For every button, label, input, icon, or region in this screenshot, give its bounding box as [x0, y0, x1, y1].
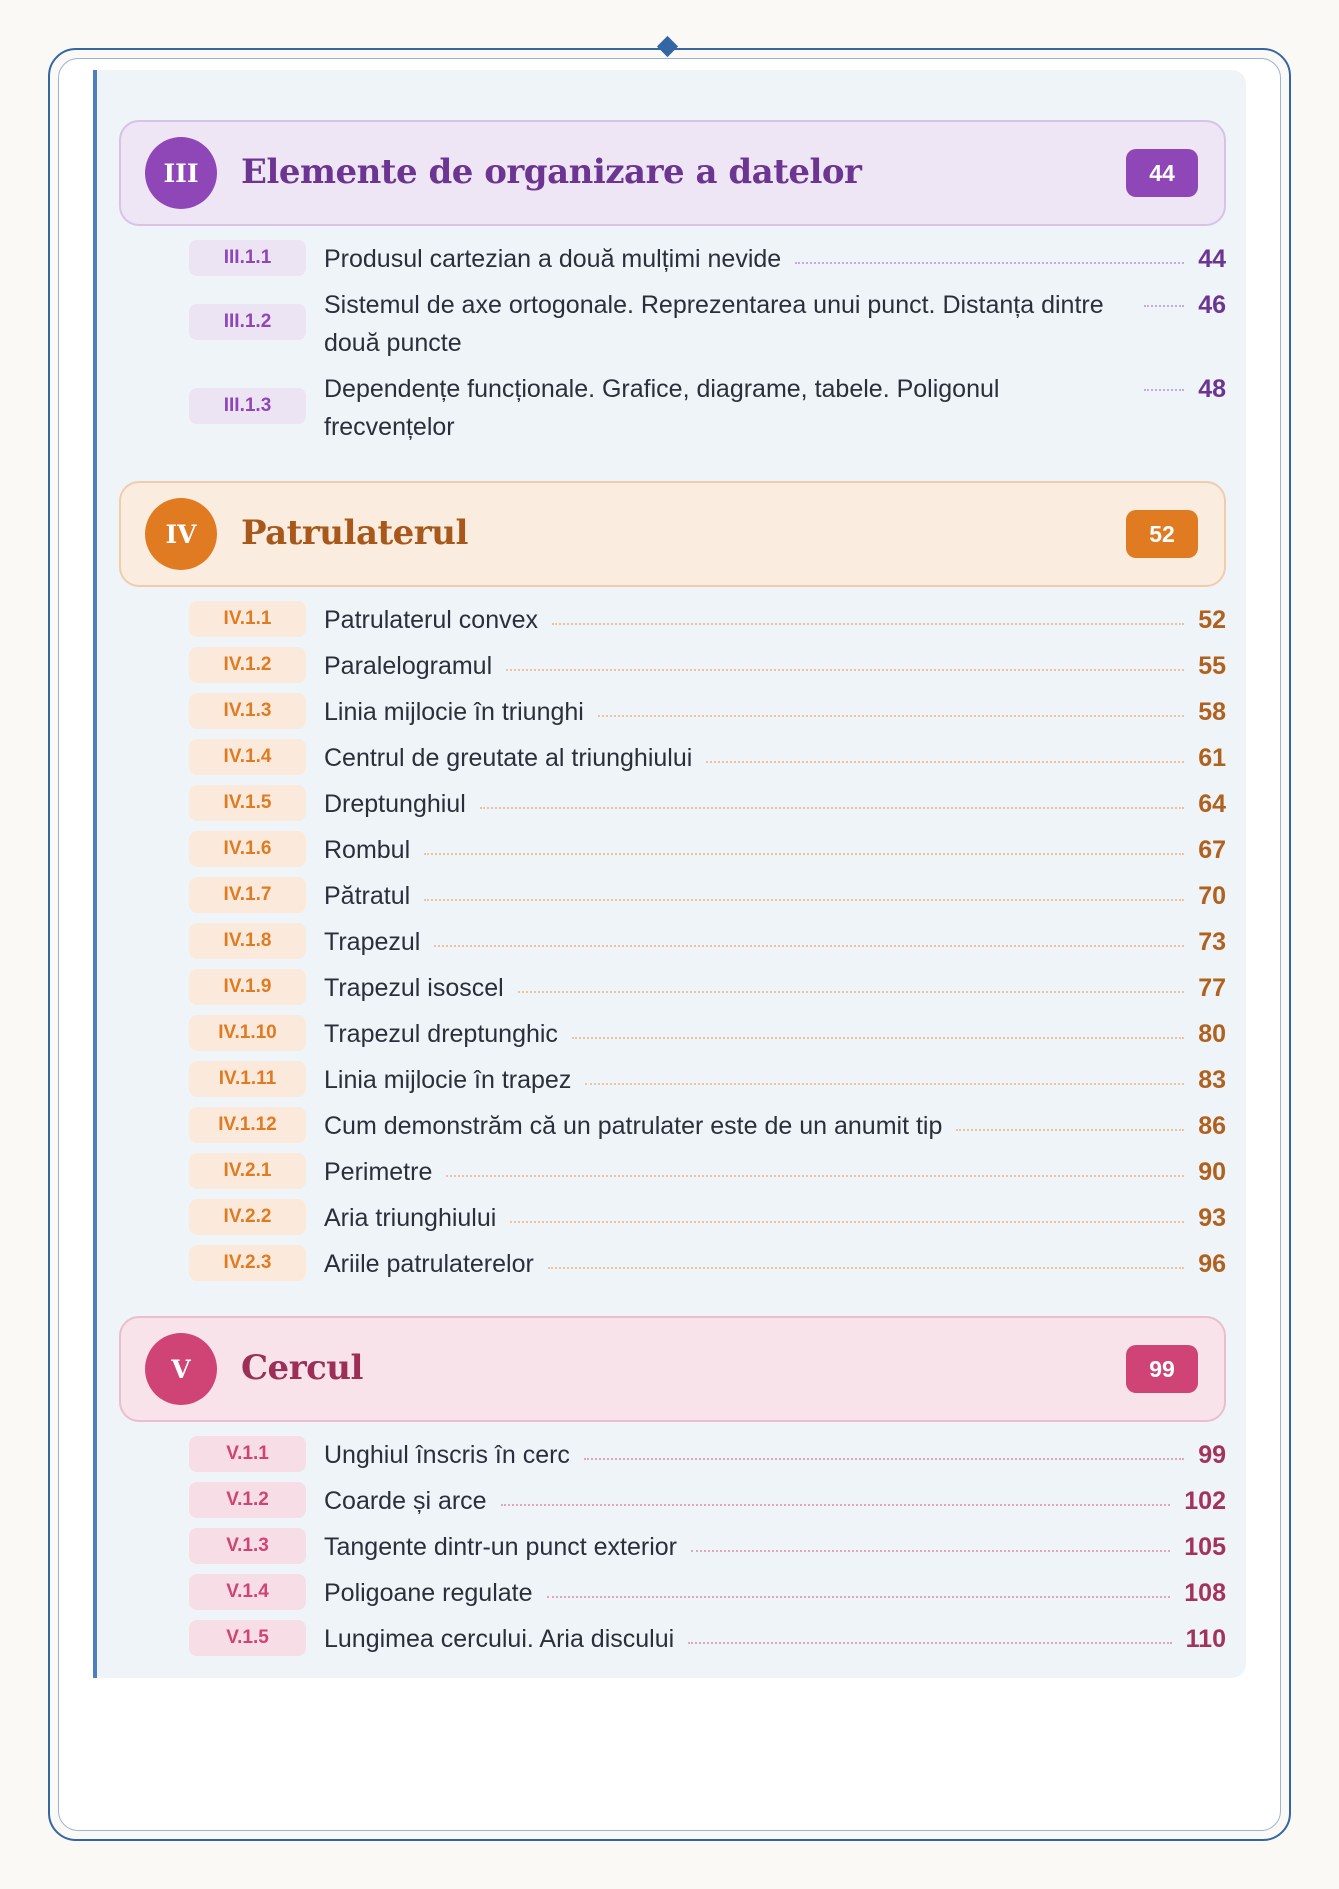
- entry-page: 46: [1198, 291, 1226, 319]
- section-title: Elemente de organizare a datelor: [241, 152, 862, 193]
- entry-page: 93: [1198, 1204, 1226, 1232]
- toc-entry[interactable]: [119, 739, 1226, 777]
- entry-page: 67: [1198, 836, 1226, 864]
- entry-title: Dependențe funcționale. Grafice, diagrame, tabele. Poligonul frecvențelor: [324, 375, 1000, 441]
- section-header[interactable]: [119, 120, 1226, 226]
- entry-code: IV.2.2: [189, 1199, 306, 1235]
- section-numeral-badge: IV: [145, 498, 217, 570]
- entry-title: Sistemul de axe ortogonale. Reprezentarea unui punct. Distanța dintre două puncte: [324, 291, 1104, 357]
- toc-entry[interactable]: [119, 1574, 1226, 1612]
- entry-page: 70: [1198, 882, 1226, 910]
- section-iv: [119, 481, 1226, 1291]
- toc-entry[interactable]: [119, 969, 1226, 1007]
- entry-code: IV.1.6: [189, 831, 306, 867]
- dot-leader: [691, 1550, 1170, 1552]
- dot-leader: [501, 1504, 1171, 1506]
- entry-title: Cum demonstrăm că un patrulater este de un anumit tip: [324, 1112, 943, 1140]
- entry-title: Coarde și arce: [324, 1487, 487, 1515]
- entry-code: V.1.2: [189, 1482, 306, 1518]
- entry-title: Dreptunghiul: [324, 790, 466, 818]
- entry-title: Linia mijlocie în triunghi: [324, 698, 584, 726]
- entry-title: Trapezul: [324, 928, 421, 956]
- entry-code: IV.1.5: [189, 785, 306, 821]
- entry-code: III.1.1: [189, 240, 306, 276]
- toc-entry[interactable]: [119, 1620, 1226, 1658]
- dot-leader: [446, 1175, 1184, 1177]
- entry-code: IV.1.11: [189, 1061, 306, 1097]
- entry-code: IV.1.9: [189, 969, 306, 1005]
- entry-page: 73: [1198, 928, 1226, 956]
- toc-entry[interactable]: [119, 647, 1226, 685]
- entry-title: Lungimea cercului. Aria discului: [324, 1625, 675, 1653]
- dot-leader: [795, 262, 1184, 264]
- dot-leader: [598, 715, 1184, 717]
- dot-leader: [424, 899, 1184, 901]
- entry-title: Centrul de greutate al triunghiului: [324, 744, 693, 772]
- dot-leader: [506, 669, 1184, 671]
- entry-page: 102: [1184, 1487, 1226, 1515]
- entry-title: Trapezul dreptunghic: [324, 1020, 558, 1048]
- entry-page: 55: [1198, 652, 1226, 680]
- entry-page: 83: [1198, 1066, 1226, 1094]
- entry-code: IV.1.12: [189, 1107, 306, 1143]
- section-numeral-badge: III: [145, 137, 217, 209]
- entry-page: 52: [1198, 606, 1226, 634]
- toc-entry[interactable]: [119, 370, 1226, 446]
- section-iii: [119, 120, 1226, 454]
- entry-title: Tangente dintr-un punct exterior: [324, 1533, 677, 1561]
- section-page-badge: 44: [1126, 149, 1198, 197]
- entry-title: Pătratul: [324, 882, 411, 910]
- dot-leader: [518, 991, 1184, 993]
- entry-code: IV.1.7: [189, 877, 306, 913]
- entry-code: IV.1.3: [189, 693, 306, 729]
- dot-leader: [1144, 389, 1184, 391]
- entry-code: IV.2.1: [189, 1153, 306, 1189]
- entry-title: Poligoane regulate: [324, 1579, 533, 1607]
- section-header[interactable]: [119, 481, 1226, 587]
- toc-entry[interactable]: [119, 1482, 1226, 1520]
- dot-leader: [547, 1596, 1171, 1598]
- entry-page: 61: [1198, 744, 1226, 772]
- entry-code: V.1.4: [189, 1574, 306, 1610]
- toc-entry[interactable]: [119, 1061, 1226, 1099]
- entry-page: 86: [1198, 1112, 1226, 1140]
- dot-leader: [956, 1129, 1184, 1131]
- entry-code: V.1.3: [189, 1528, 306, 1564]
- toc-entry[interactable]: [119, 240, 1226, 278]
- section-items: [119, 1436, 1226, 1658]
- entry-page: 48: [1198, 375, 1226, 403]
- entry-title: Perimetre: [324, 1158, 433, 1186]
- entry-title: Aria triunghiului: [324, 1204, 497, 1232]
- entry-title: Paralelogramul: [324, 652, 493, 680]
- section-v: [119, 1316, 1226, 1666]
- dot-leader: [585, 1083, 1184, 1085]
- entry-page: 64: [1198, 790, 1226, 818]
- dot-leader: [572, 1037, 1184, 1039]
- toc-entry[interactable]: [119, 1245, 1226, 1283]
- section-title: Cercul: [241, 1348, 363, 1389]
- entry-title: Trapezul isoscel: [324, 974, 504, 1002]
- entry-page: 108: [1184, 1579, 1226, 1607]
- entry-code: IV.1.2: [189, 647, 306, 683]
- entry-title: Rombul: [324, 836, 411, 864]
- toc-entry[interactable]: [119, 1528, 1226, 1566]
- entry-code: IV.2.3: [189, 1245, 306, 1281]
- section-numeral-badge: V: [145, 1333, 217, 1405]
- entry-page: 58: [1198, 698, 1226, 726]
- entry-title: Produsul cartezian a două mulțimi nevide: [324, 245, 782, 273]
- section-items: [119, 601, 1226, 1283]
- entry-title: Unghiul înscris în cerc: [324, 1441, 570, 1469]
- entry-page: 90: [1198, 1158, 1226, 1186]
- entry-code: III.1.3: [189, 388, 306, 424]
- toc-entry[interactable]: [119, 1436, 1226, 1474]
- entry-page: 96: [1198, 1250, 1226, 1278]
- entry-code: IV.1.10: [189, 1015, 306, 1051]
- entry-page: 44: [1198, 245, 1226, 273]
- entry-title: Patrulaterul convex: [324, 606, 539, 634]
- entry-page: 80: [1198, 1020, 1226, 1048]
- toc-entry[interactable]: [119, 785, 1226, 823]
- dot-leader: [480, 807, 1184, 809]
- toc-entry[interactable]: [119, 923, 1226, 961]
- toc-entry[interactable]: [119, 1153, 1226, 1191]
- dot-leader: [584, 1458, 1184, 1460]
- entry-code: IV.1.8: [189, 923, 306, 959]
- entry-code: IV.1.1: [189, 601, 306, 637]
- section-items: [119, 240, 1226, 446]
- toc-entry[interactable]: [119, 877, 1226, 915]
- toc-entry[interactable]: [119, 601, 1226, 639]
- dot-leader: [552, 623, 1184, 625]
- section-header[interactable]: [119, 1316, 1226, 1422]
- entry-page: 105: [1184, 1533, 1226, 1561]
- dot-leader: [688, 1642, 1171, 1644]
- section-title: Patrulaterul: [241, 513, 468, 554]
- toc-entry[interactable]: [119, 831, 1226, 869]
- dot-leader: [548, 1267, 1184, 1269]
- entry-title: Linia mijlocie în trapez: [324, 1066, 572, 1094]
- dot-leader: [706, 761, 1184, 763]
- dot-leader: [424, 853, 1184, 855]
- entry-code: V.1.1: [189, 1436, 306, 1472]
- entry-code: III.1.2: [189, 304, 306, 340]
- toc-entry[interactable]: [119, 1015, 1226, 1053]
- toc-entry[interactable]: [119, 693, 1226, 731]
- toc-entry[interactable]: [119, 286, 1226, 362]
- toc-entry[interactable]: [119, 1199, 1226, 1237]
- toc-entry[interactable]: [119, 1107, 1226, 1145]
- dot-leader: [434, 945, 1184, 947]
- section-page-badge: 52: [1126, 510, 1198, 558]
- dot-leader: [1144, 305, 1184, 307]
- entry-title: Ariile patrulaterelor: [324, 1250, 534, 1278]
- section-page-badge: 99: [1126, 1345, 1198, 1393]
- dot-leader: [510, 1221, 1184, 1223]
- entry-code: V.1.5: [189, 1620, 306, 1656]
- entry-code: IV.1.4: [189, 739, 306, 775]
- entry-page: 77: [1198, 974, 1226, 1002]
- entry-page: 99: [1198, 1441, 1226, 1469]
- entry-page: 110: [1185, 1625, 1226, 1653]
